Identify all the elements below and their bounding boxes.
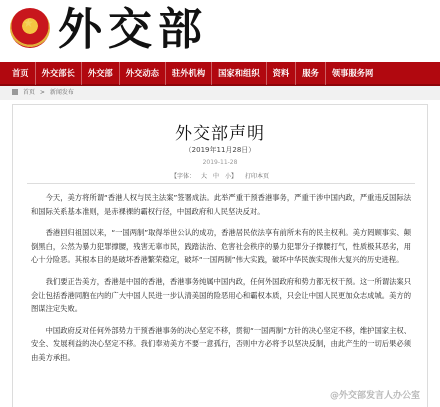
print-button[interactable]: 打印本页	[244, 173, 269, 180]
article-container	[12, 104, 428, 407]
breadcrumb-home[interactable]: 首页	[22, 89, 35, 96]
nav-item-resources[interactable]: 资料	[267, 61, 297, 85]
font-size-label: 【字体：	[171, 173, 196, 180]
nav-item-minister[interactable]: 外交部长	[36, 61, 82, 85]
nav-item-services[interactable]: 服务	[296, 61, 326, 85]
main-nav	[0, 62, 440, 86]
nav-item-missions[interactable]: 驻外机构	[166, 61, 212, 85]
paragraph: 中国政府反对任何外部势力干预香港事务的决心坚定不移，贯彻“一国两制”方针的决心坚定不移，维护国家主权、安全、发展利益的决心坚定不移。我们奉劝美方不要一意孤行，否则中方必将予以坚决反制，由此产生的一切后果必须由美方承担。	[31, 325, 411, 362]
paragraph: 香港回归祖国以来，“一国两制”取得举世公认的成功，香港居民依法享有前所未有的民主权利。美方罔顾事实、颠倒黑白，公然为暴力犯罪撑腰，残害无辜市民，践踏法治、危害社会秩序的暴力犯罪分子撑腰打气，性质极其恶劣，用心十分险恶。其根本目的是破坏香港繁荣稳定，破坏“一国两制”伟大实践，破坏中华民族实现伟大复兴的历史进程。	[31, 228, 411, 265]
nav-item-ministry[interactable]: 外交部	[82, 61, 120, 85]
article-body	[31, 191, 411, 373]
breadcrumb	[0, 86, 440, 100]
article-tools	[13, 171, 427, 180]
font-size-large-button[interactable]: 大	[201, 173, 208, 180]
nav-item-home[interactable]: 首页	[0, 61, 36, 85]
nav-item-news[interactable]: 外交动态	[120, 61, 166, 85]
national-emblem-icon	[10, 8, 50, 48]
home-icon	[12, 89, 18, 95]
breadcrumb-section[interactable]: 新闻发布	[49, 89, 74, 96]
site-header	[0, 0, 440, 62]
divider	[27, 183, 415, 184]
weibo-watermark: @外交部发言人办公室	[329, 391, 420, 401]
article-date: （2019年11月28日）	[184, 146, 256, 154]
nav-item-countries[interactable]: 国家和组织	[212, 61, 267, 85]
publish-date: 2019-11-28	[202, 159, 238, 166]
breadcrumb-separator: >	[39, 89, 45, 96]
paragraph: 今天，美方将所谓“香港人权与民主法案”签署成法。此举严重干预香港事务，严重干涉中国内政，严重违反国际法和国际关系基本准则，是赤裸裸的霸权行径，中国政府和人民坚决反对。	[31, 193, 411, 216]
font-size-small-button[interactable]: 小】	[225, 173, 238, 180]
font-size-medium-button[interactable]: 中	[213, 173, 220, 180]
page-title: 外交部声明	[175, 124, 265, 144]
paragraph: 我们要正告美方，香港是中国的香港，香港事务纯属中国内政，任何外国政府和势力都无权干预。这一所谓法案只会让包括香港同胞在内的广大中国人民进一步认清美国的险恶用心和霸权本质，只会让中国人民更加众志成城。美方的图谋注定失败。	[31, 276, 411, 314]
nav-item-consular[interactable]: 领事服务网	[331, 68, 374, 78]
site-logo[interactable]: 外交部	[58, 4, 208, 55]
